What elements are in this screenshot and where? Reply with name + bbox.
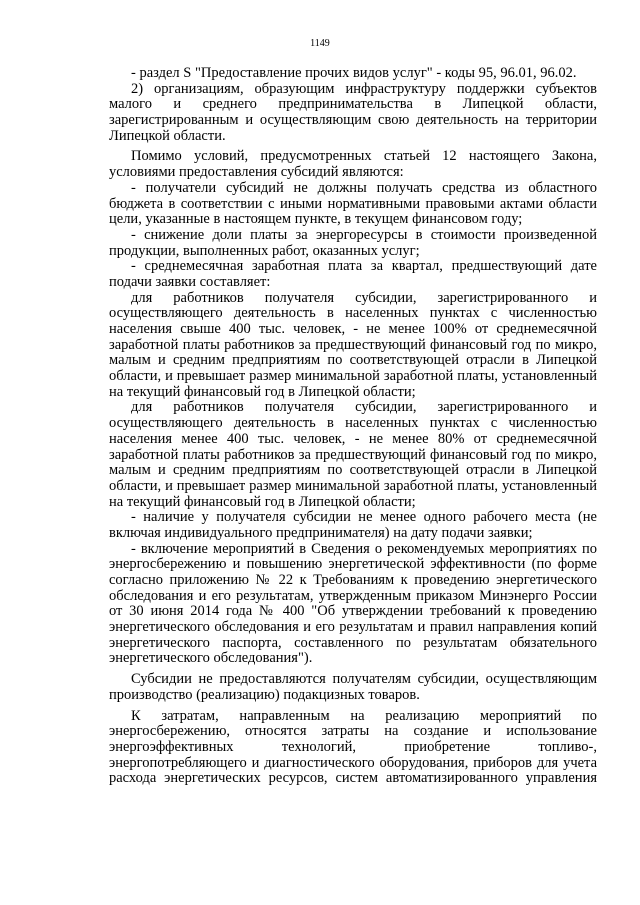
text-line: для работников получателя субсидии, зарегистрированного и bbox=[131, 290, 597, 306]
text-line: - среднемесячная заработная плата за квартал, предшествующий дате bbox=[131, 259, 597, 275]
text-line: Липецкой области. bbox=[109, 127, 226, 144]
text-line: подачи заявки составляет: bbox=[109, 273, 271, 290]
text-line: области, и превышает размер минимальной заработной платы, установленный bbox=[109, 478, 597, 494]
text-line: - получатели субсидий не должны получать средства из областного bbox=[131, 180, 597, 196]
text-line: на текущий финансовый год в Липецкой области; bbox=[109, 383, 416, 400]
text-line: энергетического паспорта, составленного по результатам обязательного bbox=[109, 635, 597, 651]
text-line: включая индивидуального предпринимателя) на дату подачи заявки; bbox=[109, 524, 533, 541]
text-line: цели, указанные в настоящем пункте, в текущем финансовом году; bbox=[109, 211, 523, 228]
text-line: энергосбережению, относятся затраты на создание и использование bbox=[109, 724, 597, 740]
text-line: энергетического обследования"). bbox=[109, 650, 313, 667]
document-body bbox=[109, 66, 597, 787]
text-line: - снижение доли платы за энергоресурсы в стоимости произведенной bbox=[131, 227, 597, 243]
text-line: бюджета в соответствии с иными нормативными правовыми актами области bbox=[109, 196, 597, 212]
text-line: - наличие у получателя субсидии не менее одного рабочего места (не bbox=[131, 510, 597, 526]
text-line: расхода энергетических ресурсов, систем автоматизированного управления bbox=[109, 771, 597, 787]
text-line: заработной платы работников за предшествующий финансовый год по микро, bbox=[109, 447, 597, 463]
text-line: населения свыше 400 тыс. человек, - не менее 100% от среднемесячной bbox=[109, 322, 597, 337]
text-line: осуществляющего деятельность в населенных пунктах с численностью bbox=[109, 416, 597, 432]
text-line: осуществляющего деятельность в населенных пунктах с численностью bbox=[109, 306, 597, 322]
text-line: малым и средним предприятиям по соответствующей отрасли в Липецкой bbox=[109, 463, 597, 479]
page-number: 1149 bbox=[310, 38, 330, 49]
text-line: для работников получателя субсидии, зарегистрированного и bbox=[131, 400, 597, 416]
text-line: от 30 июня 2014 года № 400 "Об утверждении требований к проведению bbox=[109, 604, 597, 620]
text-line: - раздел S "Предоставление прочих видов услуг" - коды 95, 96.01, 96.02. bbox=[131, 65, 577, 81]
text-line: населения менее 400 тыс. человек, - не менее 80% от среднемесячной bbox=[109, 431, 597, 447]
text-line: малого и среднего предпринимательства в Липецкой области, bbox=[109, 97, 597, 113]
text-line: К затратам, направленным на реализацию мероприятий по bbox=[131, 708, 597, 724]
text-line: энергетического обследования и его результатам и правил направления копий bbox=[109, 620, 597, 636]
text-line: энергопотребляющего и диагностического оборудования, приборов для учета bbox=[109, 755, 597, 771]
text-line: - включение мероприятий в Сведения о рекомендуемых мероприятиях по bbox=[131, 541, 597, 557]
text-line: на текущий финансовый год в Липецкой области; bbox=[109, 493, 416, 510]
text-line: Помимо условий, предусмотренных статьей 12 настоящего Закона, bbox=[131, 149, 597, 165]
text-line: энергоэффективных технологий, приобретение топливо-, bbox=[109, 739, 597, 755]
text-line: согласно приложению № 22 к Требованиям к проведению энергетического bbox=[109, 573, 597, 588]
text-line: Субсидии не предоставляются получателям субсидии, осуществляющим bbox=[131, 672, 597, 688]
text-line: энергосбережению и повышению энергетической эффективности (по форме bbox=[109, 557, 597, 573]
text-line: зарегистрированным и осуществляющим свою деятельность на территории bbox=[109, 113, 597, 129]
text-line: заработной платы работников за предшествующий финансовый год по микро, bbox=[109, 337, 597, 353]
text-line: области, и превышает размер минимальной заработной платы, установленный bbox=[109, 369, 597, 385]
text-line: обследования и его результатам, утвержденным приказом Минэнерго России bbox=[109, 588, 597, 604]
text-line: продукции, выполненных работ, оказанных услуг; bbox=[109, 242, 420, 259]
text-line: 2) организациям, образующим инфраструктуру поддержки субъектов bbox=[131, 81, 597, 97]
text-line: условиями предоставления субсидий являются: bbox=[109, 164, 404, 181]
text-line: производство (реализацию) подакцизных товаров. bbox=[109, 686, 420, 703]
text-line: малым и средним предприятиям по соответствующей отрасли в Липецкой bbox=[109, 353, 597, 369]
